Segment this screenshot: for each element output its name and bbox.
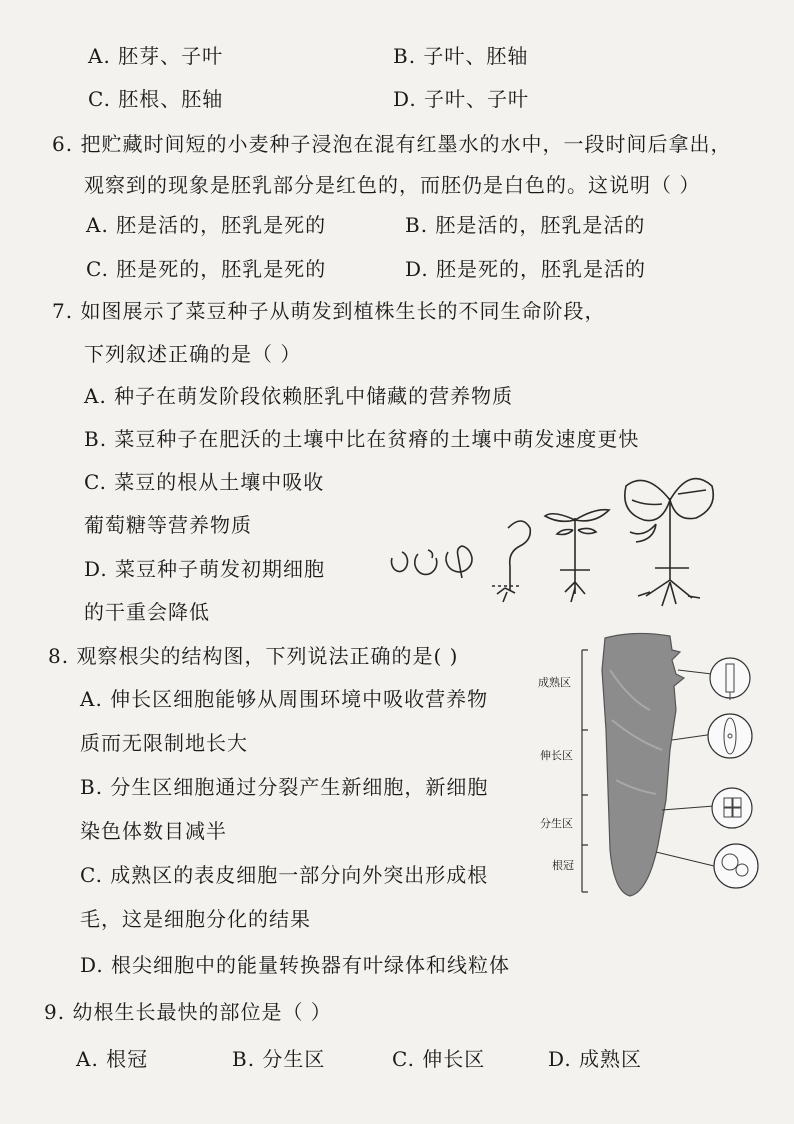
q7-option-d-line2: 的干重会降低 — [84, 600, 210, 624]
q6-option-a: A. 胚是活的，胚乳是死的 — [86, 213, 327, 237]
q7-option-b: B. 菜豆种子在肥沃的土壤中比在贫瘠的土壤中萌发速度更快 — [84, 427, 640, 451]
q9-stem: 9. 幼根生长最快的部位是（ ） — [44, 1000, 332, 1024]
q8-option-c-line1: C. 成熟区的表皮细胞一部分向外突出形成根 — [80, 863, 489, 887]
q7-stem-line1: 7. 如图展示了菜豆种子从萌发到植株生长的不同生命阶段， — [52, 299, 606, 323]
q6-stem-line1: 6. 把贮藏时间短的小麦种子浸泡在混有红墨水的水中，一段时间后拿出， — [52, 132, 732, 156]
zone-label-root-cap: 根冠 — [552, 859, 574, 872]
q9-option-d: D. 成熟区 — [548, 1047, 643, 1071]
q6-option-b: B. 胚是活的，胚乳是活的 — [405, 213, 646, 237]
q9-option-a: A. 根冠 — [76, 1047, 149, 1071]
q6-option-d: D. 胚是死的，胚乳是活的 — [405, 257, 647, 281]
zone-label-meristem: 分生区 — [540, 817, 573, 830]
q5-option-a: A. 胚芽、子叶 — [88, 44, 224, 68]
q5-option-d: D. 子叶、子叶 — [393, 87, 530, 111]
q6-stem-line2: 观察到的现象是胚乳部分是红色的，而胚仍是白色的。这说明（ ） — [84, 173, 701, 197]
zone-label-elongation: 伸长区 — [540, 749, 573, 762]
q5-option-c: C. 胚根、胚轴 — [88, 87, 224, 111]
q8-option-a-line1: A. 伸长区细胞能够从周围环境中吸收营养物 — [80, 687, 489, 711]
q7-option-a: A. 种子在萌发阶段依赖胚乳中储藏的营养物质 — [84, 384, 514, 408]
q9-option-b: B. 分生区 — [232, 1047, 326, 1071]
q8-option-c-line2: 毛，这是细胞分化的结果 — [80, 907, 311, 931]
q9-option-c: C. 伸长区 — [392, 1047, 486, 1071]
zone-label-maturation: 成熟区 — [538, 676, 571, 689]
q8-stem: 8. 观察根尖的结构图，下列说法正确的是( ) — [48, 644, 459, 668]
q7-option-d-line1: D. 菜豆种子萌发初期细胞 — [84, 557, 326, 581]
bean-germination-figure — [370, 470, 730, 620]
q8-option-b-line1: B. 分生区细胞通过分裂产生新细胞，新细胞 — [80, 775, 489, 799]
q7-option-c-line1: C. 菜豆的根从土壤中吸收 — [84, 470, 325, 494]
q8-option-a-line2: 质而无限制地长大 — [80, 731, 248, 755]
q7-option-c-line2: 葡萄糖等营养物质 — [84, 513, 252, 537]
q6-option-c: C. 胚是死的，胚乳是死的 — [86, 257, 327, 281]
q5-option-b: B. 子叶、胚轴 — [393, 44, 529, 68]
q7-stem-line2: 下列叙述正确的是（ ） — [84, 342, 302, 366]
q8-option-d: D. 根尖细胞中的能量转换器有叶绿体和线粒体 — [80, 953, 511, 977]
q8-option-b-line2: 染色体数目减半 — [80, 819, 227, 843]
